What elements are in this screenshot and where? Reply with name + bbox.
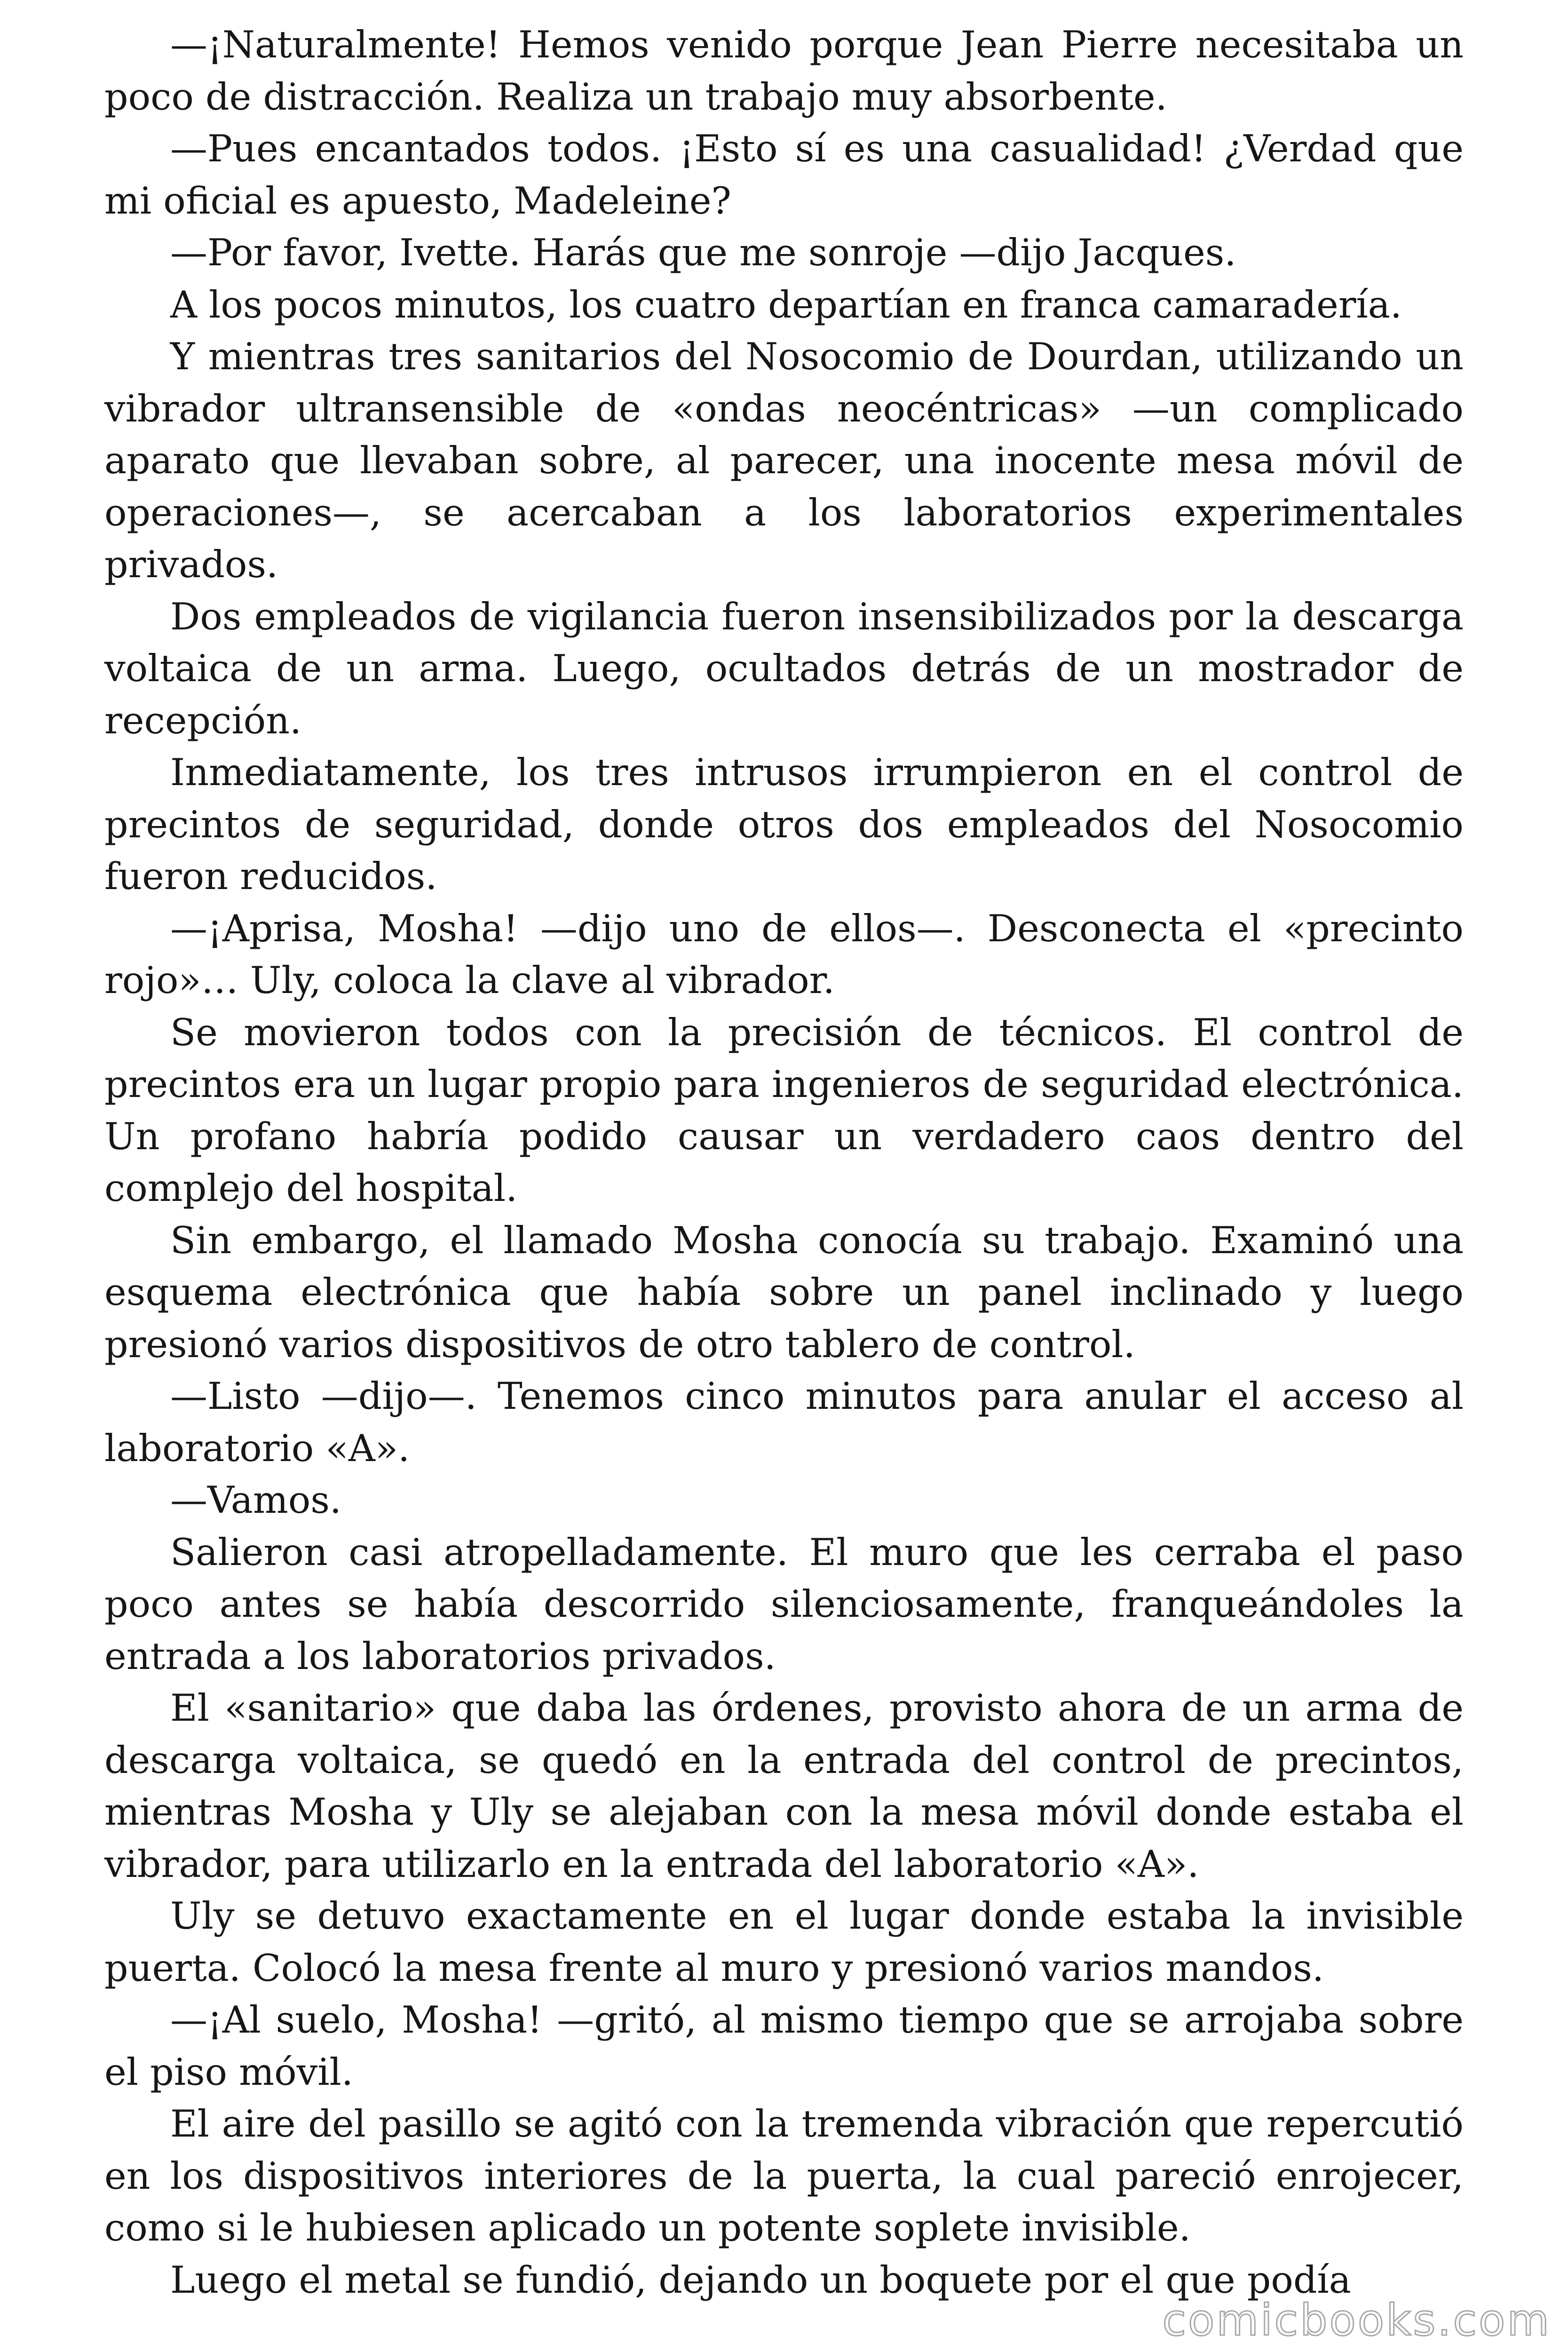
paragraph: Luego el metal se fundió, dejando un boquete por el que podía [170, 2258, 1351, 2302]
paragraph: El aire del pasillo se agitó con la tremenda vibración que repercutió en los dispositivos interiores de la puerta, la cual pareció enrojecer, como si le hubiesen aplicado un potente soplete invisible. [104, 2102, 1464, 2249]
paragraph: Uly se detuvo exactamente en el lugar donde estaba la invisible puerta. Colocó la mesa frente al muro y presionó varios mandos. [104, 1894, 1464, 1990]
paragraph: —Pues encantados todos. ¡Esto sí es una casualidad! ¿Verdad que mi oficial es apuesto, Madeleine? [104, 127, 1464, 222]
paragraph: —¡Aprisa, Mosha! —dijo uno de ellos—. Desconecta el «precinto rojo»… Uly, coloca la clave al vibrador. [104, 906, 1464, 1002]
paragraph: —Por favor, Ivette. Harás que me sonroje —dijo Jacques. [170, 231, 1236, 274]
paragraph: Inmediatamente, los tres intrusos irrumpieron en el control de precintos de seguridad, donde otros dos empleados del Nosocomio fueron reducidos. [104, 751, 1464, 898]
paragraph: Salieron casi atropelladamente. El muro que les cerraba el paso poco antes se había descorrido silenciosamente, franqueándoles la entrada a los laboratorios privados. [104, 1530, 1464, 1678]
paragraph: Se movieron todos con la precisión de técnicos. El control de precintos era un lugar propio para ingenieros de seguridad electrónica. Un profano habría podido causar un verdadero caos dentro del complejo del hospital. [104, 1010, 1464, 1210]
paragraph: Sin embargo, el llamado Mosha conocía su trabajo. Examinó una esquema electrónica que había sobre un panel inclinado y luego presionó varios dispositivos de otro tablero de control. [104, 1218, 1464, 1366]
page-text [104, 19, 1464, 2306]
watermark: comicbooks.com [1162, 2295, 1551, 2345]
paragraph: A los pocos minutos, los cuatro departían en franca camaradería. [170, 283, 1402, 326]
paragraph: —¡Al suelo, Mosha! —gritó, al mismo tiempo que se arrojaba sobre el piso móvil. [104, 1998, 1464, 2094]
paragraph: Dos empleados de vigilancia fueron insensibilizados por la descarga voltaica de un arma. Luego, ocultados detrás de un mostrador de recepción. [104, 595, 1464, 742]
paragraph: Y mientras tres sanitarios del Nosocomio de Dourdan, utilizando un vibrador ultransensible de «ondas neocéntricas» —un complicado aparato que llevaban sobre, al parecer, una inocente mesa móvil de operaciones—, se acercaban a los laboratorios experimentales privados. [104, 335, 1464, 586]
paragraph: El «sanitario» que daba las órdenes, provisto ahora de un arma de descarga voltaica, se quedó en la entrada del control de precintos, mientras Mosha y Uly se alejaban con la mesa móvil donde estaba el vibrador, para utilizarlo en la entrada del laboratorio «A». [104, 1686, 1464, 1886]
paragraph: —Listo —dijo—. Tenemos cinco minutos para anular el acceso al laboratorio «A». [104, 1375, 1464, 1470]
paragraph: —¡Naturalmente! Hemos venido porque Jean Pierre necesitaba un poco de distracción. Realiza un trabajo muy absorbente. [104, 23, 1464, 119]
paragraph: —Vamos. [170, 1478, 342, 1522]
